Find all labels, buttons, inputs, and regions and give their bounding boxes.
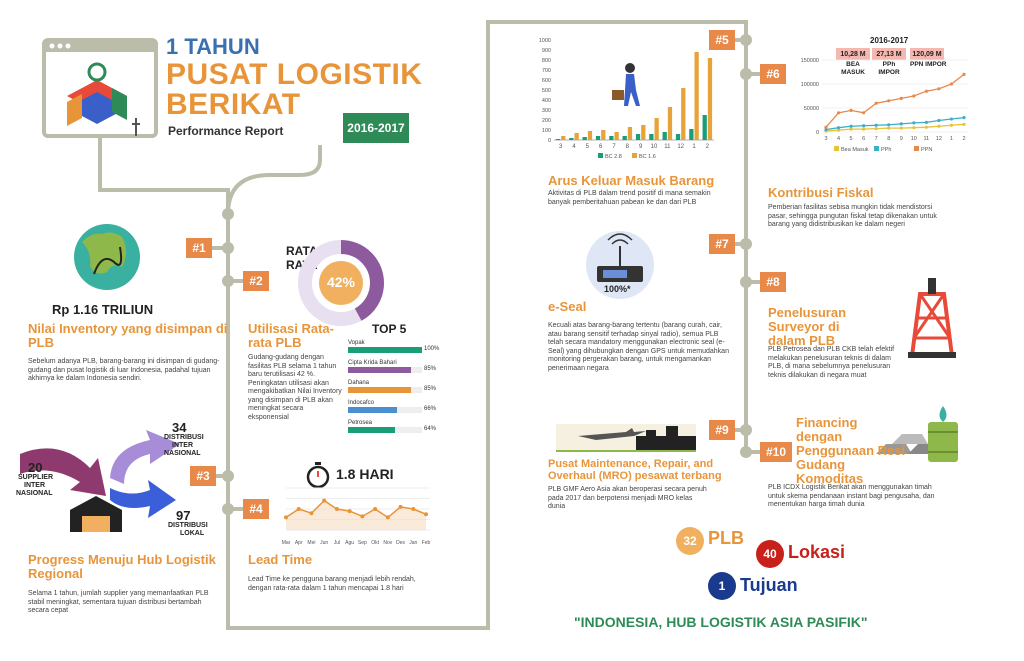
arus-bar-bc28 [676, 134, 680, 140]
fiskal-x-tick: 4 [837, 136, 841, 142]
fiskal-point [875, 124, 878, 127]
lead-time-area [286, 501, 426, 530]
arus-bar-bc28 [649, 134, 653, 140]
surveyor-title: Penelusuran Surveyor di dalam PLB [768, 305, 847, 348]
arus-x-tick: 7 [612, 144, 616, 150]
fiskal-point [887, 99, 890, 102]
lead-time-point [411, 507, 415, 511]
arus-y-tick: 100 [541, 128, 551, 134]
fiskal-x-tick: 9 [899, 136, 903, 142]
arus-x-tick: 12 [677, 144, 685, 150]
fiskal-x-tick: 8 [887, 136, 891, 142]
arus-bar-bc16 [655, 118, 659, 140]
arus-body: Aktivitas di PLB dalam trend positif di mana semakin banyak pemberitahuan pabean ke dan dari PLB [548, 190, 711, 206]
lead-time-title: Lead Time [248, 552, 313, 567]
fiskal-point [937, 125, 940, 128]
lead-time-point [309, 511, 313, 515]
lead-time-x-tick: Jul [333, 540, 341, 546]
badge-6: #6 [760, 64, 786, 84]
lead-time-x-tick: Jun [320, 540, 329, 546]
lead-time-chart [282, 484, 432, 544]
top5-name: Petrosea [348, 420, 373, 426]
top5-percent: 100% [424, 346, 440, 352]
fiskal-point [925, 126, 928, 129]
top5-bar [348, 347, 422, 353]
fiskal-x-tick: 2 [962, 136, 966, 142]
badge-4: #4 [243, 499, 269, 519]
arus-title: Arus Keluar Masuk Barang [548, 173, 715, 188]
lead-time-x-tick: Mar [281, 540, 291, 546]
distribution-arrows-icon [20, 428, 190, 538]
lead-time-point [386, 515, 390, 519]
arus-x-tick: 6 [598, 144, 603, 150]
browser-window-icon [42, 38, 162, 138]
fiskal-point [925, 90, 928, 93]
top5-bar [348, 407, 397, 413]
fiskal-point [875, 102, 878, 105]
eseal-title: e-Seal [548, 299, 587, 314]
fiskal-point [912, 94, 915, 97]
fiskal-point [925, 121, 928, 124]
badge-1: #1 [186, 238, 212, 258]
badge-8: #8 [760, 272, 786, 292]
fiskal-legend-label: PPN [921, 147, 933, 153]
arus-bar-bc28 [596, 136, 600, 140]
fiskal-point [900, 122, 903, 125]
dist-inter-label-3: NASIONAL [164, 450, 201, 457]
arus-bar-bc16 [668, 107, 672, 140]
dist-lokal-label-1: DISTRIBUSI [168, 522, 208, 529]
fiskal-y-tick: 50000 [803, 106, 819, 112]
fiskal-year: 2016-2017 [870, 36, 909, 45]
fiskal-point [950, 124, 953, 127]
inventory-title: Nilai Inventory yang disimpan di PLB [28, 321, 228, 350]
top5-name: Cipta Krida Bahari [348, 360, 397, 366]
fiskal-box-label: PPh [882, 61, 896, 68]
lokasi-count-circle: 40 [756, 540, 784, 568]
lead-time-x-tick: Jan [409, 540, 418, 546]
fiskal-box-label: IMPOR [878, 69, 900, 76]
dist-lokal-label-2: LOKAL [180, 530, 205, 537]
fiskal-legend-swatch [914, 146, 919, 151]
dist-inter-label-2: INTER [172, 442, 193, 449]
arus-y-tick: 300 [541, 108, 551, 114]
arus-bar-bc16 [681, 88, 685, 140]
lead-time-x-tick: Apr [294, 540, 303, 546]
lead-time-point [335, 507, 339, 511]
arus-y-tick: 500 [541, 88, 551, 94]
top5-title: TOP 5 [372, 322, 407, 336]
lead-time-x-tick: Okt [371, 540, 379, 546]
lead-time-point [322, 499, 326, 503]
arus-y-tick: 900 [541, 48, 551, 54]
utilisasi-body: Gudang-gudang dengan fasilitas PLB selama 1 tahun baru terutilisasi 42 %. Peningkatan utilisasi akan mengakibatkan Nilai Inventory yang disimpan di PLB akan meningkat secara eksponensial [248, 354, 342, 421]
surveyor-body: PLB Petrosea dan PLB CKB telah efektif melakukan penelusuran teknis di dalam PLB, di mana sebelumnya penelusuran teknis dilakukan di negara muat [768, 346, 895, 379]
financing-title: Financing dengan Penggunaan Resi Gudang Komoditas [796, 415, 906, 486]
fiskal-y-tick: 100000 [800, 82, 819, 88]
fiskal-point [937, 119, 940, 122]
top5-name: Dahana [348, 380, 370, 386]
arus-bar-bc16 [601, 130, 605, 140]
arus-legend-label: BC 1.6 [639, 154, 656, 160]
fiskal-point [849, 125, 852, 128]
fiskal-point [862, 124, 865, 127]
dist-lokal-number: 97 [176, 508, 191, 523]
lead-time-value: 1.8 HARI [336, 466, 394, 482]
top5-bar [348, 427, 395, 433]
fiskal-point [862, 111, 865, 114]
tujuan-label: Tujuan [740, 575, 798, 595]
lead-time-point [348, 509, 352, 513]
fiskal-y-tick: 150000 [800, 58, 819, 64]
lead-time-point [373, 507, 377, 511]
badge-2: #2 [243, 271, 269, 291]
arus-bar-bc28 [583, 137, 587, 140]
arus-bar-bc28 [636, 134, 640, 140]
fiskal-x-tick: 7 [874, 136, 878, 142]
lead-time-x-tick: Sep [357, 540, 367, 546]
badge-10: #10 [760, 442, 792, 462]
badge-3: #3 [190, 466, 216, 486]
fiskal-value-box: 10,28 M [836, 48, 870, 60]
arus-bar-bc28 [556, 139, 560, 140]
airplane-city-icon [556, 418, 696, 452]
arus-y-tick: 800 [541, 58, 551, 64]
arus-x-tick: 1 [692, 144, 696, 150]
fiskal-legend-label: PPh [881, 147, 892, 153]
arus-bar-bc28 [663, 132, 667, 140]
fiskal-line-chart [792, 48, 972, 168]
arus-bar-bc16 [575, 133, 579, 140]
fiskal-point [875, 127, 878, 130]
oil-rig-icon [902, 278, 962, 358]
fiskal-x-tick: 1 [949, 136, 953, 142]
fiskal-x-tick: 6 [862, 136, 866, 142]
title-line-3: BERIKAT [166, 88, 301, 121]
fiskal-y-tick: 0 [815, 130, 819, 136]
arus-y-tick: 1000 [538, 38, 551, 44]
arus-x-tick: 4 [572, 144, 576, 150]
arus-legend-label: BC 2.8 [605, 154, 622, 160]
fiskal-value-box: 27,13 M [872, 48, 906, 60]
badge-9: #9 [709, 420, 735, 440]
lead-time-point [399, 505, 403, 509]
title-line-2: PUSAT LOGISTIK [166, 58, 423, 91]
fiskal-point [824, 126, 827, 129]
plb-count-circle: 32 [676, 527, 704, 555]
tujuan-count-circle: 1 [708, 572, 736, 600]
arus-y-tick: 200 [541, 118, 551, 124]
arus-x-tick: 3 [558, 144, 563, 150]
fiskal-x-tick: 3 [824, 136, 828, 142]
arus-y-tick: 600 [541, 78, 551, 84]
arus-x-tick: 9 [638, 144, 643, 150]
lead-time-x-tick: Des [396, 540, 405, 546]
fiskal-legend-swatch [874, 146, 879, 151]
fiskal-point [849, 109, 852, 112]
lead-time-point [297, 507, 301, 511]
title-line-1: 1 TAHUN [166, 34, 260, 59]
mro-body: PLB GMF Aero Asia akan beroperasi secara penuh pada 2017 dan berpotensi menjadi MRO kelas dunia [548, 486, 707, 510]
arus-x-tick: 11 [664, 144, 671, 150]
fiskal-point [937, 87, 940, 90]
financing-body: PLB ICDX Logistik Berikat akan menggunakan timah untuk skema pendanaan instant bagi pengusaha, dan menentukan harga timah dunia [768, 484, 935, 508]
fiskal-x-tick: 11 [923, 136, 930, 142]
arus-y-tick: 400 [541, 98, 551, 104]
top5-percent: 85% [424, 386, 437, 392]
fiskal-point [912, 121, 915, 124]
arus-bar-bc16 [641, 125, 645, 140]
arus-bar-bc16 [708, 58, 712, 140]
fiskal-title: Kontribusi Fiskal [768, 185, 874, 200]
fiskal-body: Pemberian fasilitas sebisa mungkin tidak mendistorsi pasar, sehingga pungutan fiskal tetap dikenakan untuk barang yang didistribusikan ke dalam negeri [768, 204, 937, 228]
subtitle: Performance Report [168, 124, 284, 138]
lead-time-x-tick: Nov [383, 540, 393, 546]
lead-time-x-tick: Feb [421, 540, 431, 546]
eseal-body: Kecuali atas barang-barang tertentu (barang curah, cair, atau barang sensitif terhadap sinyal radio), semua PLB telah secara mandatory menggunakan electronic seal (e-Seal) yang dihubungkan dengan GPS untuk memudahkan monitoring pergerakan barang, untuk mengamankan penerimaan negara [548, 322, 729, 372]
plb-label: PLB [708, 528, 744, 548]
top5-bar [348, 387, 411, 393]
arus-bar-bc28 [609, 136, 613, 140]
arus-x-tick: 5 [585, 144, 590, 150]
arus-bar-bc28 [623, 136, 627, 140]
fiskal-legend-label: Bea Masuk [841, 147, 869, 153]
fiskal-point [950, 82, 953, 85]
fiskal-point [887, 127, 890, 130]
utilisasi-title: Utilisasi Rata-rata PLB [248, 321, 334, 350]
hub-title: Progress Menuju Hub Logistik Regional [28, 552, 216, 581]
fiskal-point [837, 126, 840, 129]
arus-bar-bc16 [588, 131, 592, 140]
fiskal-point [962, 123, 965, 126]
lead-time-point [360, 514, 364, 518]
rata-label-1: RATA- [286, 244, 322, 258]
fiskal-point [962, 116, 965, 119]
traveler-icon [610, 62, 650, 112]
fiskal-point [962, 73, 965, 76]
supplier-label-3: NASIONAL [16, 490, 53, 497]
fiskal-box-label: PPN IMPOR [910, 61, 947, 68]
arus-bar-bc16 [628, 127, 632, 140]
arus-bar-bc28 [703, 115, 707, 140]
dist-inter-number: 34 [172, 420, 187, 435]
supplier-label-2: INTER [24, 482, 45, 489]
fiskal-point [912, 126, 915, 129]
top5-name: Indocafco [348, 400, 375, 406]
top5-name: Vopak [348, 340, 365, 346]
lead-time-point [284, 515, 288, 519]
lead-time-point [424, 512, 428, 516]
fiskal-point [950, 117, 953, 120]
fiskal-x-tick: 12 [935, 136, 942, 142]
fiskal-point [837, 111, 840, 114]
globe-icon [72, 222, 142, 292]
arus-y-tick: 0 [547, 138, 551, 144]
arus-legend-swatch [598, 153, 603, 158]
utilisasi-percent: 42% [326, 274, 356, 290]
tagline: "INDONESIA, HUB LOGISTIK ASIA PASIFIK" [574, 614, 868, 630]
top5-percent: 85% [424, 366, 437, 372]
badge-7: #7 [709, 234, 735, 254]
arus-x-tick: 10 [650, 144, 658, 150]
fiskal-value-box: 120,09 M [910, 48, 944, 60]
top5-percent: 66% [424, 406, 437, 412]
fiskal-x-tick: 5 [849, 136, 853, 142]
rata-label-2: RATA [286, 258, 318, 272]
fiskal-x-tick: 10 [910, 136, 917, 142]
fiskal-point [862, 128, 865, 131]
badge-5: #5 [709, 30, 735, 50]
fiskal-legend-swatch [834, 146, 839, 151]
top5-bar [348, 367, 411, 373]
fiskal-point [849, 128, 852, 131]
lead-time-x-tick: Mei [307, 540, 316, 546]
fiskal-series-line [826, 74, 964, 127]
fiskal-series-line [826, 124, 964, 131]
fiskal-point [900, 127, 903, 130]
dist-inter-label-1: DISTRIBUSI [164, 434, 204, 441]
arus-bar-bc28 [569, 138, 573, 140]
eseal-percent: 100%* [604, 284, 631, 294]
arus-y-tick: 700 [541, 68, 551, 74]
period-badge: 2016-2017 [343, 113, 409, 143]
supplier-label-1: SUPPLIER [18, 474, 54, 481]
arus-bar-bc16 [561, 136, 565, 140]
arus-bar-bc28 [689, 129, 693, 140]
mro-title: Pusat Maintenance, Repair, and Overhaul (MRO) pesawat terbang [548, 458, 722, 482]
arus-x-tick: 8 [625, 144, 630, 150]
fiskal-box-label: MASUK [841, 69, 865, 76]
lead-time-x-tick: Agu [345, 540, 355, 546]
inventory-body: Sebelum adanya PLB, barang-barang ini disimpan di gudang-gudang dan pusat logistik di luar Indonesia, padahal tujuan akhirnya ke dalam Indonesia sendiri. [28, 358, 220, 382]
lead-time-body: Lead Time ke pengguna barang menjadi lebih rendah, dengan rata-rata dalam 1 tahun mencapai 1.8 hari [248, 576, 416, 592]
arus-legend-swatch [632, 153, 637, 158]
fiskal-box-label: BEA [846, 61, 860, 68]
top5-percent: 64% [424, 426, 437, 432]
fiskal-point [887, 123, 890, 126]
hub-body: Selama 1 tahun, jumlah supplier yang memanfaatkan PLB stabil meningkat, sementara tujuan distribusi bertambah secara cepat [28, 590, 209, 614]
lokasi-label: Lokasi [788, 542, 846, 562]
fiskal-point [900, 97, 903, 100]
arus-x-tick: 2 [705, 144, 710, 150]
inventory-value: Rp 1.16 TRILIUN [52, 302, 154, 317]
arus-bar-bc16 [695, 52, 699, 140]
arus-bar-bc16 [615, 132, 619, 140]
supplier-number: 20 [28, 460, 43, 475]
